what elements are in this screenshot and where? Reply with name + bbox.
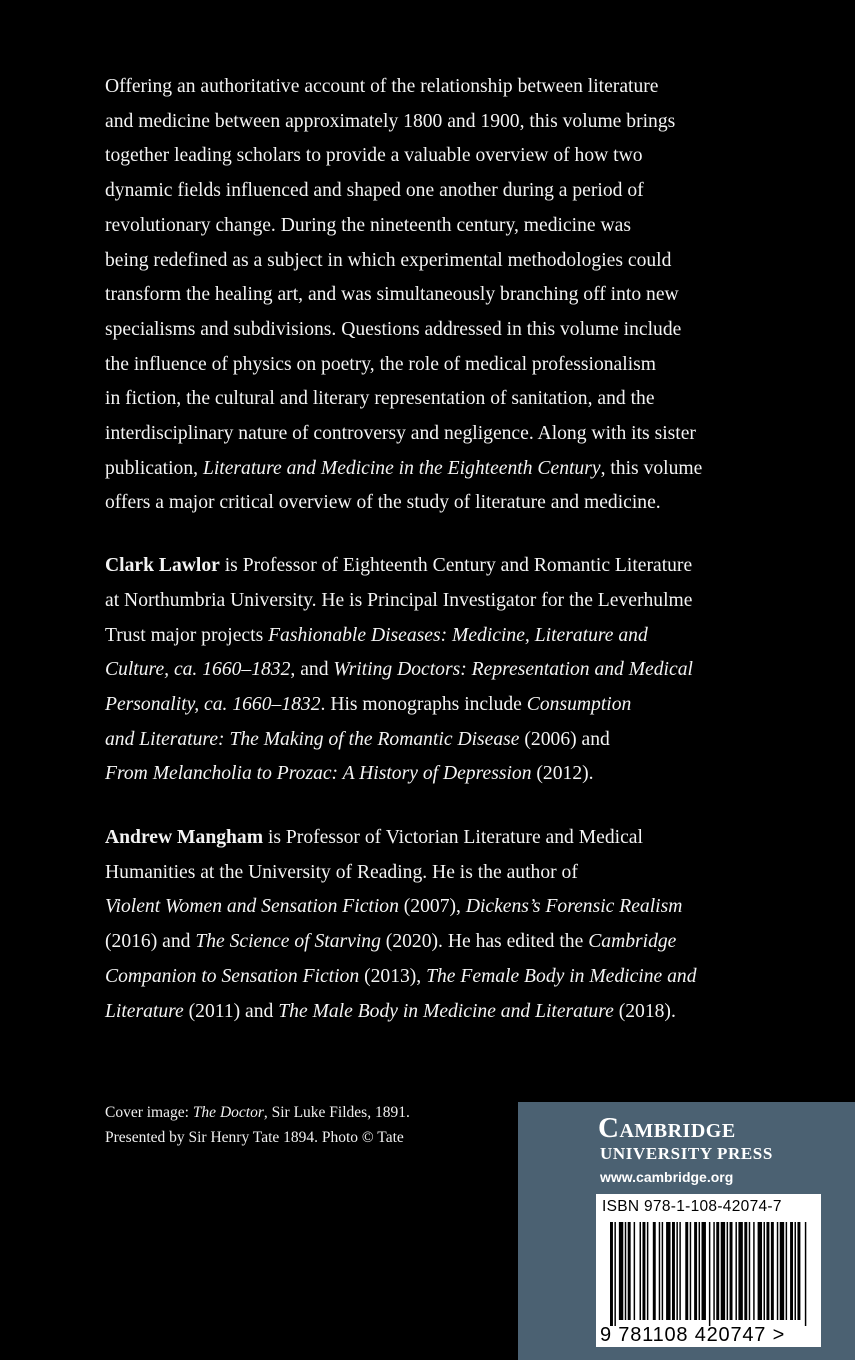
bio-line [105, 723, 755, 758]
barcode-bar [642, 1222, 645, 1320]
blurb-line: transform the healing art, and was simultaneously branching off into new [105, 284, 679, 306]
bio-text: (2011) and [183, 1000, 279, 1022]
work-title: Literature [105, 1000, 184, 1022]
blurb-line: interdisciplinary nature of controversy and negligence. Along with its sister [105, 423, 696, 445]
bio-text: is Professor of Eighteenth Century and Romantic Literature [219, 555, 693, 577]
barcode-bar [666, 1222, 670, 1320]
bio-text: (2018). [613, 1000, 676, 1022]
bio-text: (2012). [531, 763, 594, 785]
barcode-bar [795, 1222, 796, 1320]
blurb-text: , this volume [600, 457, 703, 479]
barcode-bar [766, 1222, 769, 1320]
bio-text: . His monographs include [320, 693, 527, 715]
barcode-bar [753, 1222, 754, 1320]
work-title: Dickens’s Forensic Realism [465, 896, 683, 918]
blurb-line: being redefined as a subject in which experimental methodologies could [105, 249, 672, 271]
bio-text: Trust major projects [105, 624, 269, 646]
bio-line [105, 688, 755, 723]
isbn-barcode [596, 1194, 821, 1347]
credit-line [105, 1100, 410, 1125]
barcode-bar [647, 1222, 648, 1320]
bio-text: (2007), [398, 896, 466, 918]
barcode-bar [805, 1222, 806, 1326]
bio-line [105, 890, 755, 925]
blurb-line: the influence of physics on poetry, the role of medical professionalism [105, 353, 657, 375]
work-title: and Literature: The Making of the Romantic Disease [105, 728, 520, 750]
work-title: Cambridge [588, 931, 677, 953]
bio-line: at Northumbria University. He is Principal Investigator for the Leverhulme [105, 589, 693, 611]
barcode-digits: 9 781108 420747 > [600, 1324, 786, 1346]
barcode-bar [662, 1222, 663, 1320]
credit-text: , Sir Luke Fildes, 1891. [263, 1104, 410, 1121]
bio-text: , and [290, 659, 334, 681]
barcode-bar [777, 1222, 778, 1320]
sister-title: Literature and Medicine in the Eighteenth Century [202, 457, 601, 479]
barcode-bar [685, 1222, 688, 1320]
barcode-bar [659, 1222, 660, 1320]
barcode-bar [716, 1222, 719, 1320]
blurb-line: together leading scholars to provide a valuable overview of how two [105, 145, 643, 167]
blurb-text: publication, [105, 457, 203, 479]
barcode-bar [694, 1222, 697, 1320]
author-name: Andrew Mangham [105, 827, 264, 849]
blurb-line: revolutionary change. During the nineteenth century, medicine was [105, 214, 631, 236]
work-title: Writing Doctors: Representation and Medical [333, 659, 693, 681]
barcode-bar [735, 1222, 736, 1320]
barcode-bar [713, 1222, 714, 1320]
barcode-bar [702, 1222, 706, 1320]
bio-line [105, 821, 755, 856]
bio-line [105, 995, 755, 1030]
work-title: Violent Women and Sensation Fiction [105, 896, 399, 918]
barcode-bar [749, 1222, 750, 1320]
barcode-bar [786, 1222, 787, 1320]
publisher-name: Cambridge [598, 1112, 736, 1144]
author-name: Clark Lawlor [105, 555, 220, 577]
work-title: The Male Body in Medicine and Literature [278, 1000, 614, 1022]
barcode-bar [764, 1222, 765, 1320]
work-title: From Melancholia to Prozac: A History of Depression [105, 763, 532, 785]
work-title: Companion to Sensation Fiction [105, 965, 360, 987]
barcode-bar [653, 1222, 656, 1320]
credit-text: Cover image: [105, 1104, 193, 1121]
barcode-bar [628, 1222, 631, 1320]
work-title: Consumption [526, 693, 632, 715]
work-title: Fashionable Diseases: Medicine, Literature and [268, 624, 648, 646]
bio-line [105, 653, 755, 688]
blurb-line: specialisms and subdivisions. Questions addressed in this volume include [105, 318, 682, 340]
publisher-panel [518, 1102, 855, 1360]
work-title: The Female Body in Medicine and [426, 965, 697, 987]
blurb-line: dynamic fields influenced and shaped one another during a period of [105, 180, 644, 202]
barcode-bar [679, 1222, 680, 1320]
work-title: Personality, ca. 1660–1832 [105, 693, 321, 715]
isbn-label: ISBN 978-1-108-42074-7 [602, 1198, 782, 1215]
publisher-url: www.cambridge.org [600, 1169, 734, 1185]
barcode-bar [634, 1222, 635, 1320]
barcode-bar [610, 1222, 613, 1326]
bio-line [105, 925, 755, 960]
bio-text: (2013), [359, 965, 427, 987]
work-title: The Science of Starving [195, 931, 381, 953]
barcode-bar [619, 1222, 623, 1320]
bio-text: (2020). He has edited the [380, 931, 589, 953]
barcode-bar [797, 1222, 800, 1320]
barcode-bar [690, 1222, 691, 1320]
bio-line: Humanities at the University of Reading. He is the author of [105, 861, 578, 883]
blurb-line: in fiction, the cultural and literary representation of sanitation, and the [105, 388, 655, 410]
back-cover-text [105, 70, 755, 1029]
barcode-bar [727, 1222, 728, 1320]
barcode-bar [790, 1222, 793, 1320]
cover-image-credit [105, 1100, 410, 1150]
bio-text: (2016) and [105, 931, 196, 953]
bio-text: is Professor of Victorian Literature and Medical [263, 827, 643, 849]
barcode-bar [758, 1222, 762, 1320]
barcode-bar [676, 1222, 677, 1320]
blurb-paragraph [105, 70, 755, 521]
work-title: Culture, ca. 1660–1832 [105, 659, 291, 681]
barcode-bar [730, 1222, 733, 1320]
author-bio-mangham [105, 821, 755, 1029]
blurb-line: offers a major critical overview of the study of literature and medicine. [105, 492, 661, 514]
bio-text: (2006) and [519, 728, 610, 750]
bio-line [105, 619, 755, 654]
barcode-bar [672, 1222, 675, 1320]
publisher-press: UNIVERSITY PRESS [600, 1144, 773, 1163]
barcode-bar [771, 1222, 774, 1320]
barcode-bar [721, 1222, 725, 1320]
credit-line: Presented by Sir Henry Tate 1894. Photo © Tate [105, 1129, 404, 1146]
barcode-bar [780, 1222, 784, 1320]
painting-title: The Doctor [192, 1104, 264, 1121]
barcode-bar [699, 1222, 700, 1320]
author-bio-lawlor [105, 549, 755, 792]
blurb-line: Offering an authoritative account of the relationship between literature [105, 76, 659, 97]
barcode-bar [614, 1222, 615, 1326]
barcode-bar [625, 1222, 626, 1320]
bio-line [105, 549, 755, 584]
bio-line [105, 960, 755, 995]
barcode-bar [640, 1222, 641, 1320]
barcode-bar [744, 1222, 747, 1320]
bio-line [105, 757, 755, 792]
barcode-bar [709, 1222, 710, 1326]
blurb-line: and medicine between approximately 1800 and 1900, this volume brings [105, 110, 676, 132]
blurb-line [105, 452, 755, 487]
barcode-bar [738, 1222, 742, 1320]
